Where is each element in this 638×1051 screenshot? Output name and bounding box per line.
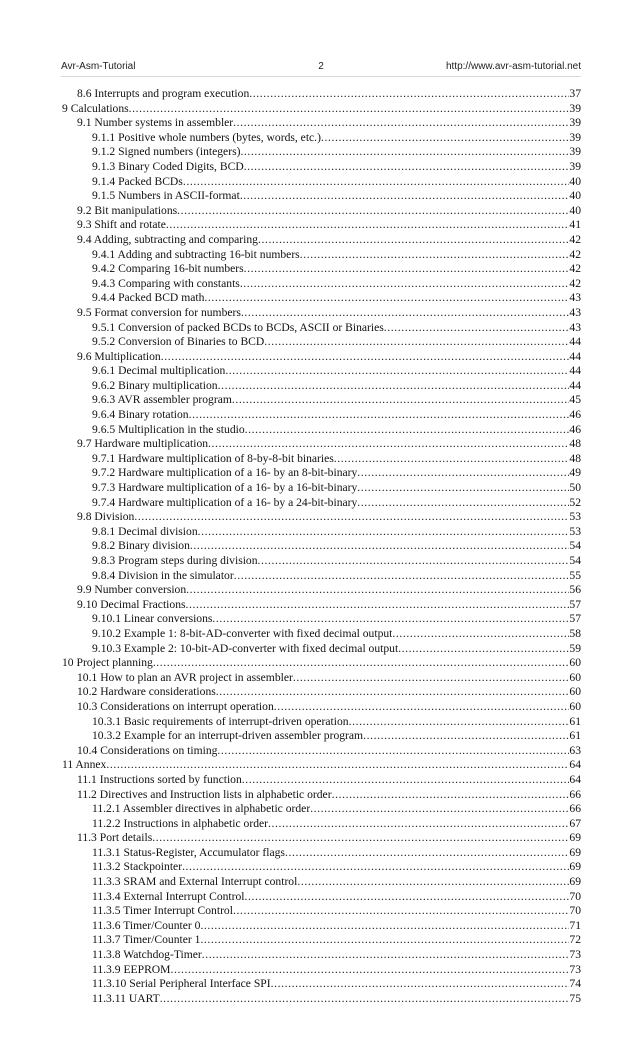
toc-entry[interactable] [0,642,581,657]
toc-entry-page-number: 69 [569,860,581,874]
toc-entry-title: 9.6.2 Binary multiplication [92,378,218,392]
toc-entry[interactable] [0,919,581,934]
toc-entry-page-number: 74 [569,977,581,991]
toc-entry[interactable] [0,890,581,905]
toc-entry[interactable] [0,393,581,408]
toc-dot-leader [177,204,569,219]
toc-entry-title: 9.8.4 Division in the simulator [92,568,234,582]
toc-entry-title: 9.10.1 Linear conversions [92,612,213,626]
toc-dot-leader [161,350,570,365]
toc-entry-page-number: 70 [569,889,581,903]
toc-entry[interactable] [0,408,581,423]
toc-entry-page-number: 60 [569,670,581,684]
header-page-number: 2 [318,61,324,72]
toc-entry[interactable] [0,379,581,394]
toc-entry[interactable] [0,977,581,992]
toc-entry-title: 11.3.8 Watchdog-Timer [92,948,202,962]
toc-entry-title: 9.1.3 Binary Coded Digits, BCD [92,159,244,173]
toc-entry-title: 11.3.2 Stackpointer [92,860,183,874]
toc-entry-title: 9.7.3 Hardware multiplication of a 16- by a 16-bit-binary [92,481,358,495]
toc-entry-title: 9.8.2 Binary division [92,539,190,553]
toc-entry[interactable] [0,248,581,263]
toc-dot-leader [198,525,570,540]
toc-entry-title: 10.3 Considerations on interrupt operation [77,699,274,713]
toc-dot-leader [357,496,569,511]
toc-entry-page-number: 44 [569,335,581,349]
toc-entry-title: 11.3.6 Timer/Counter 0 [92,918,201,932]
toc-entry[interactable] [0,875,581,890]
toc-entry-title: 10.3.2 Example for an interrupt-driven assembler program [92,729,364,743]
toc-entry-title: 9.4.1 Adding and subtracting 16-bit numbers [92,247,300,261]
toc-dot-leader [293,671,570,686]
toc-entry[interactable] [0,145,581,160]
toc-entry-title: 9 Calculations [62,101,129,115]
toc-entry[interactable] [0,350,581,365]
toc-entry-page-number: 42 [569,232,581,246]
toc-dot-leader [357,481,569,496]
toc-entry[interactable] [0,335,581,350]
toc-dot-leader [152,831,569,846]
toc-entry[interactable] [0,452,581,467]
toc-dot-leader [258,233,569,248]
toc-dot-leader [186,598,570,613]
toc-entry-page-number: 48 [569,437,581,451]
toc-entry-page-number: 40 [569,203,581,217]
toc-dot-leader [182,860,569,875]
toc-entry-page-number: 49 [569,466,581,480]
toc-entry-page-number: 73 [569,948,581,962]
toc-entry-title: 9.1.5 Numbers in ASCII-format [92,189,240,203]
toc-entry-title: 9.2 Bit manipulations [77,203,178,217]
toc-entry-page-number: 48 [569,451,581,465]
toc-entry-title: 9.7.1 Hardware multiplication of 8-by-8-bit binaries [92,451,334,465]
toc-dot-leader [189,408,570,423]
toc-entry[interactable] [0,364,581,379]
toc-dot-leader [258,554,570,569]
toc-entry[interactable] [0,656,581,671]
toc-dot-leader [398,642,569,657]
toc-entry-page-number: 72 [569,933,581,947]
toc-dot-leader [166,218,570,233]
toc-entry-page-number: 61 [569,714,581,728]
toc-entry-title: 9.6.3 AVR assembler program [92,393,232,407]
toc-entry[interactable] [0,262,581,277]
toc-entry[interactable] [0,306,581,321]
toc-entry-page-number: 75 [569,991,581,1005]
toc-entry-page-number: 59 [569,641,581,655]
toc-dot-leader [160,992,570,1007]
toc-dot-leader [392,627,569,642]
toc-dot-leader [274,700,570,715]
toc-entry-page-number: 71 [569,918,581,932]
toc-entry-page-number: 58 [569,626,581,640]
toc-dot-leader [225,364,569,379]
toc-dot-leader [244,160,570,175]
toc-entry-page-number: 64 [569,758,581,772]
toc-dot-leader [170,963,569,978]
toc-entry-title: 11.3.4 External Interrupt Control [92,889,245,903]
toc-entry-title: 9.5.2 Conversion of Binaries to BCD [92,335,265,349]
toc-dot-leader [129,102,570,117]
toc-entry-title: 9.10.2 Example 1: 8-bit-AD-converter with fixed decimal output [92,626,393,640]
toc-entry[interactable] [0,788,581,803]
toc-dot-leader [245,890,570,905]
toc-entry-title: 9.10.3 Example 2: 10-bit-AD-converter with fixed decimal output [92,641,399,655]
toc-dot-leader [218,379,570,394]
toc-entry[interactable] [0,671,581,686]
toc-entry-page-number: 43 [569,320,581,334]
toc-entry[interactable] [0,904,581,919]
toc-entry[interactable] [0,189,581,204]
toc-dot-leader [300,248,570,263]
toc-dot-leader [134,510,569,525]
toc-dot-leader [285,846,569,861]
toc-entry-title: 11 Annex [62,758,107,772]
toc-entry-page-number: 46 [569,408,581,422]
toc-entry[interactable] [0,627,581,642]
toc-entry-title: 11.1 Instructions sorted by function [77,772,242,786]
toc-entry-title: 11.3.10 Serial Peripheral Interface SPI [92,977,271,991]
toc-entry-page-number: 60 [569,699,581,713]
toc-entry-page-number: 42 [569,276,581,290]
toc-entry[interactable] [0,846,581,861]
toc-entry-page-number: 42 [569,247,581,261]
toc-dot-leader [233,116,569,131]
toc-entry-title: 8.6 Interrupts and program execution [77,87,250,100]
toc-dot-leader [200,933,569,948]
toc-entry[interactable] [0,87,581,102]
toc-dot-leader [200,919,569,934]
toc-entry-page-number: 67 [569,816,581,830]
toc-entry-title: 9.1.2 Signed numbers (integers) [92,145,241,159]
toc-dot-leader [202,948,570,963]
toc-entry-page-number: 39 [569,159,581,173]
toc-entry-page-number: 43 [569,305,581,319]
toc-dot-leader [268,817,569,832]
toc-dot-leader [271,977,570,992]
toc-entry-page-number: 44 [569,364,581,378]
toc-entry-title: 11.3.11 UART [92,991,160,1005]
toc-dot-leader [208,437,569,452]
toc-entry-page-number: 66 [569,787,581,801]
toc-entry-page-number: 39 [569,145,581,159]
toc-entry-page-number: 40 [569,189,581,203]
toc-entry-title: 9.6.1 Decimal multiplication [92,364,226,378]
toc-entry-title: 11.3 Port details [77,831,153,845]
toc-entry-title: 11.3.7 Timer/Counter 1 [92,933,201,947]
table-of-contents [0,87,638,1006]
toc-entry-page-number: 50 [569,481,581,495]
toc-entry-title: 10.1 How to plan an AVR project in assembler [77,670,293,684]
toc-dot-leader [241,306,570,321]
toc-entry-title: 9.1.4 Packed BCDs [92,174,183,188]
toc-entry-page-number: 60 [569,656,581,670]
toc-entry-title: 11.3.1 Status-Register, Accumulator flags [92,845,285,859]
toc-entry[interactable] [0,102,581,117]
toc-entry[interactable] [0,525,581,540]
toc-entry-page-number: 44 [569,349,581,363]
toc-entry[interactable] [0,802,581,817]
toc-entry-page-number: 63 [569,743,581,757]
toc-entry-page-number: 43 [569,291,581,305]
toc-entry-page-number: 39 [569,116,581,130]
toc-dot-leader [212,612,569,627]
toc-entry-title: 9.6.4 Binary rotation [92,408,189,422]
toc-entry-page-number: 41 [569,218,581,232]
toc-dot-leader [216,685,570,700]
toc-dot-leader [349,715,570,730]
toc-entry-page-number: 57 [569,612,581,626]
toc-entry-title: 9.4.3 Comparing with constants [92,276,240,290]
toc-dot-leader [204,291,569,306]
toc-entry[interactable] [0,321,581,336]
toc-entry[interactable] [0,437,581,452]
toc-entry[interactable] [0,948,581,963]
toc-entry-title: 11.3.9 EEPROM [92,962,171,976]
toc-entry[interactable] [0,758,581,773]
toc-dot-leader [240,145,569,160]
toc-entry[interactable] [0,612,581,627]
toc-entry-title: 9.5 Format conversion for numbers [77,305,241,319]
toc-entry[interactable] [0,233,581,248]
toc-entry[interactable] [0,744,581,759]
toc-entry[interactable] [0,817,581,832]
toc-entry[interactable] [0,554,581,569]
toc-entry-title: 9.8.3 Program steps during division [92,554,258,567]
toc-entry-page-number: 54 [569,539,581,553]
page-header [61,58,581,77]
toc-dot-leader [363,729,569,744]
toc-entry-title: 9.8 Division [77,510,135,524]
toc-entry[interactable] [0,510,581,525]
toc-entry-page-number: 69 [569,845,581,859]
toc-entry[interactable] [0,569,581,584]
toc-entry[interactable] [0,277,581,292]
toc-dot-leader [332,788,570,803]
toc-entry[interactable] [0,466,581,481]
toc-entry-title: 11.3.3 SRAM and External Interrupt control [92,875,298,889]
toc-dot-leader [232,393,570,408]
toc-dot-leader [183,175,570,190]
toc-entry-page-number: 40 [569,174,581,188]
toc-entry-page-number: 52 [569,495,581,509]
toc-dot-leader [249,87,569,102]
toc-entry-page-number: 56 [569,583,581,597]
toc-entry[interactable] [0,729,581,744]
toc-dot-leader [264,335,569,350]
toc-dot-leader [321,131,569,146]
toc-entry-page-number: 70 [569,904,581,918]
toc-entry-page-number: 55 [569,568,581,582]
toc-entry[interactable] [0,291,581,306]
toc-entry-page-number: 60 [569,685,581,699]
toc-entry-title: 9.3 Shift and rotate [77,218,166,232]
toc-entry-title: 11.2.2 Instructions in alphabetic order [92,816,269,830]
toc-entry-page-number: 44 [569,378,581,392]
toc-entry-title: 9.10 Decimal Fractions [77,597,186,611]
toc-entry-title: 9.5.1 Conversion of packed BCDs to BCDs, ASCII or Binaries [92,320,384,334]
toc-dot-leader [190,539,570,554]
toc-entry-title: 11.2 Directives and Instruction lists in alphabetic order [77,787,332,801]
toc-entry[interactable] [0,175,581,190]
toc-entry-title: 11.2.1 Assembler directives in alphabetic order [92,802,311,816]
toc-entry-page-number: 39 [569,101,581,115]
toc-entry-page-number: 66 [569,802,581,816]
toc-entry[interactable] [0,831,581,846]
toc-entry[interactable] [0,160,581,175]
toc-entry[interactable] [0,423,581,438]
toc-entry-page-number: 61 [569,729,581,743]
toc-dot-leader [244,262,570,277]
toc-entry-title: 9.4 Adding, subtracting and comparing [77,232,258,246]
toc-entry-page-number: 37 [569,87,581,100]
toc-entry[interactable] [0,700,581,715]
header-url: http://www.avr-asm-tutorial.net [445,61,581,72]
toc-dot-leader [297,875,569,890]
toc-entry-title: 10.3.1 Basic requirements of interrupt-driven operation [92,714,349,728]
toc-entry-page-number: 45 [569,393,581,407]
toc-dot-leader [245,423,570,438]
toc-entry-page-number: 53 [569,510,581,524]
toc-dot-leader [242,773,570,788]
toc-entry-page-number: 54 [569,554,581,567]
toc-dot-leader [240,189,570,204]
toc-entry-title: 9.7.2 Hardware multiplication of a 16- by an 8-bit-binary [92,466,358,480]
header-doc-title: Avr-Asm-Tutorial [61,61,136,72]
toc-entry[interactable] [0,583,581,598]
toc-entry[interactable] [0,933,581,948]
toc-entry[interactable] [0,481,581,496]
toc-entry-title: 9.1 Number systems in assembler [77,116,234,130]
toc-entry-title: 10.4 Considerations on timing [77,743,218,757]
toc-entry-title: 10.2 Hardware considerations [77,685,216,699]
toc-entry[interactable] [0,116,581,131]
toc-entry-page-number: 64 [569,772,581,786]
toc-entry-title: 11.3.5 Timer Interrupt Control [92,904,233,918]
toc-entry-title: 9.4.4 Packed BCD math [92,291,205,305]
toc-entry-title: 9.6 Multiplication [77,349,161,363]
toc-dot-leader [153,656,570,671]
toc-entry[interactable] [0,963,581,978]
toc-entry-title: 9.6.5 Multiplication in the studio [92,422,245,436]
toc-dot-leader [106,758,569,773]
toc-entry-page-number: 73 [569,962,581,976]
toc-entry[interactable] [0,598,581,613]
toc-dot-leader [186,583,569,598]
toc-dot-leader [233,904,569,919]
toc-entry[interactable] [0,715,581,730]
toc-dot-leader [217,744,569,759]
toc-dot-leader [310,802,569,817]
toc-dot-leader [334,452,570,467]
toc-entry-page-number: 57 [569,597,581,611]
toc-entry-title: 9.7.4 Hardware multiplication of a 16- by a 24-bit-binary [92,495,358,509]
toc-entry-page-number: 53 [569,524,581,538]
toc-entry-page-number: 39 [569,130,581,144]
toc-entry[interactable] [0,131,581,146]
toc-entry-title: 9.1.1 Positive whole numbers (bytes, words, etc.) [92,130,321,144]
toc-entry[interactable] [0,685,581,700]
toc-entry-title: 9.4.2 Comparing 16-bit numbers [92,262,244,276]
toc-entry-title: 9.8.1 Decimal division [92,524,198,538]
toc-entry-page-number: 69 [569,875,581,889]
toc-entry-page-number: 46 [569,422,581,436]
toc-dot-leader [384,321,570,336]
toc-entry[interactable] [0,496,581,511]
toc-entry-page-number: 69 [569,831,581,845]
toc-entry[interactable] [0,860,581,875]
toc-entry[interactable] [0,539,581,554]
toc-entry[interactable] [0,992,581,1007]
toc-entry[interactable] [0,773,581,788]
toc-entry-title: 9.9 Number conversion [77,583,187,597]
toc-entry-title: 10 Project planning [62,656,153,670]
toc-entry-title: 9.7 Hardware multiplication [77,437,209,451]
toc-entry[interactable] [0,218,581,233]
toc-dot-leader [357,466,569,481]
toc-dot-leader [240,277,570,292]
toc-entry[interactable] [0,204,581,219]
toc-dot-leader [234,569,570,584]
toc-entry-page-number: 42 [569,262,581,276]
